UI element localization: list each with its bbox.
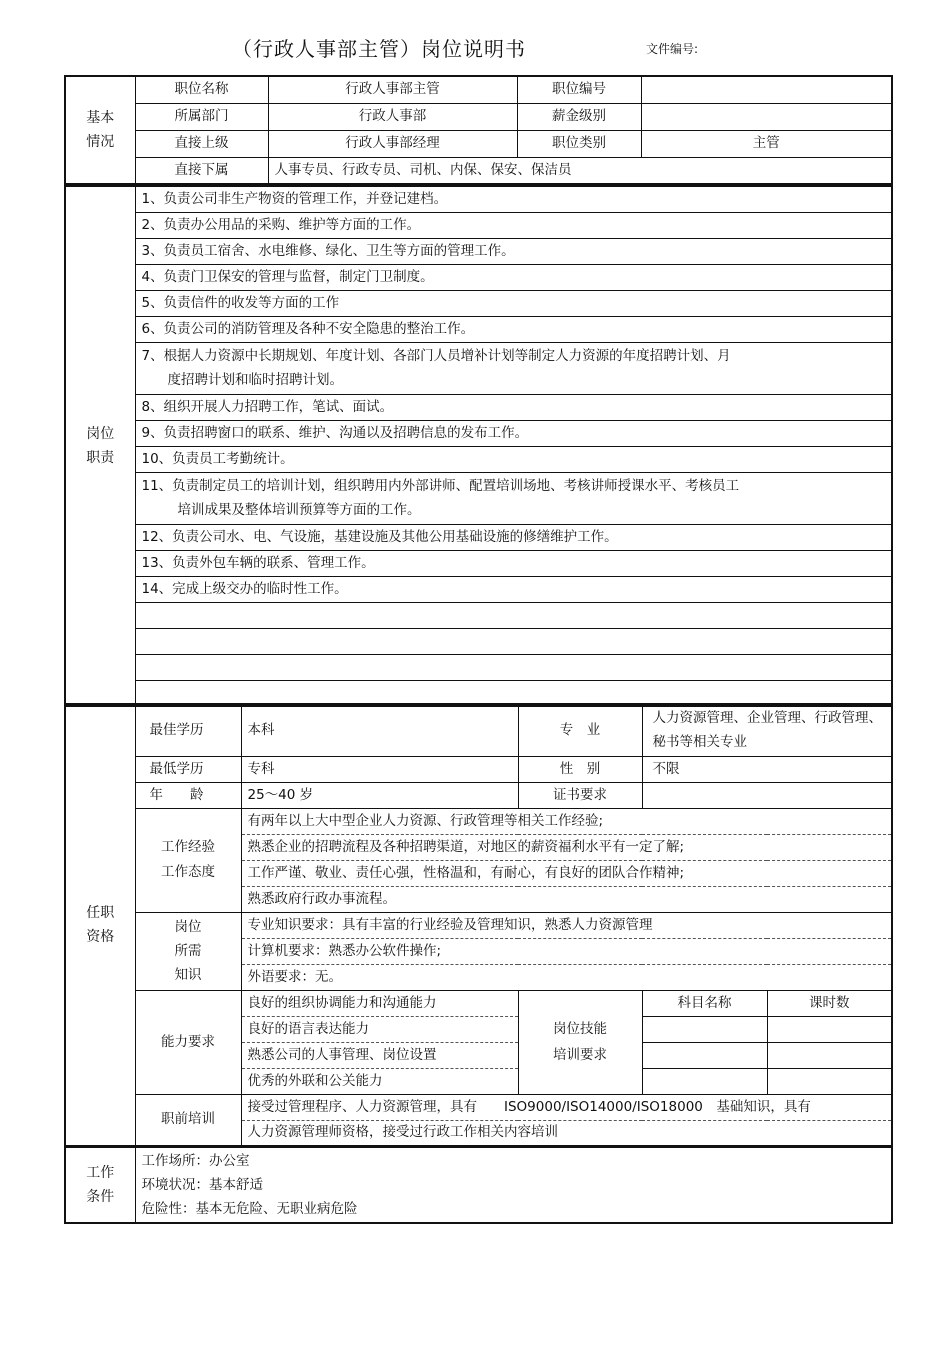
ability-item: 良好的语言表达能力 (241, 1016, 518, 1042)
position-category-label: 职位类别 (517, 130, 641, 157)
conditions-section-label: 工作条件 (65, 1147, 135, 1223)
condition-item: 工作场所：办公室 (141, 1153, 250, 1169)
pre-job-training-item: 接受过管理程序、人力资源管理，具有 ISO9000/ISO14000/ISO18000 基础知识，具有 (241, 1094, 892, 1120)
experience-item: 熟悉企业的招聘流程及各种招聘渠道，对地区的薪资福利水平有一定了解; (241, 834, 892, 860)
position-name-label: 职位名称 (135, 76, 268, 103)
department-label: 所属部门 (135, 103, 268, 130)
knowledge-label-line: 知识 (174, 967, 202, 983)
certificate-label: 证书要求 (518, 782, 642, 808)
min-education-label: 最低学历 (135, 756, 241, 782)
major-value: 人力资源管理、企业管理、行政管理、秘书等相关专业 (642, 704, 892, 756)
duty-item: 2、负责办公用品的采购、维护等方面的工作。 (135, 212, 892, 238)
document-number-label: 文件编号: (646, 42, 699, 56)
experience-item: 熟悉政府行政办事流程。 (241, 886, 892, 912)
age-value: 25～40 岁 (241, 782, 518, 808)
min-education-value: 专科 (241, 756, 518, 782)
salary-level-value (641, 103, 892, 130)
position-code-label: 职位编号 (517, 76, 641, 103)
duty-item: 10、负责员工考勤统计。 (135, 446, 892, 472)
subject-name-cell (642, 1016, 767, 1042)
conditions-table (64, 1146, 893, 1224)
gender-value: 不限 (642, 756, 892, 782)
experience-item: 工作严谨、敬业、责任心强，性格温和，有耐心，有良好的团队合作精神; (241, 860, 892, 886)
hours-header: 课时数 (767, 990, 892, 1016)
duty-item: 1、负责公司非生产物资的管理工作，并登记建档。 (135, 186, 892, 212)
position-code-value (641, 76, 892, 103)
position-category-value: 主管 (641, 130, 892, 157)
qualifications-table (64, 703, 893, 1147)
ability-label: 能力要求 (135, 990, 241, 1094)
best-education-value: 本科 (241, 704, 518, 756)
duty-item: 9、负责招聘窗口的联系、维护、沟通以及招聘信息的发布工作。 (135, 420, 892, 446)
experience-label-line: 工作经验 (161, 839, 215, 855)
supervisor-value: 行政人事部经理 (268, 130, 517, 157)
duty-item: 4、负责门卫保安的管理与监督，制定门卫制度。 (135, 264, 892, 290)
pre-job-training-item: 人力资源管理师资格，接受过行政工作相关内容培训 (241, 1120, 892, 1146)
duty-item-line: 11、负责制定员工的培训计划，组织聘用内外部讲师、配置培训场地、考核讲师授课水平、考核员工 (141, 478, 740, 494)
knowledge-item: 专业知识要求：具有丰富的行业经验及管理知识，熟悉人力资源管理 (241, 912, 892, 938)
basic-section-label: 基本情况 (65, 76, 135, 184)
knowledge-item: 计算机要求：熟悉办公软件操作; (241, 938, 892, 964)
conditions-content (135, 1147, 892, 1223)
ability-item: 良好的组织协调能力和沟通能力 (241, 990, 518, 1016)
skill-training-label (518, 990, 642, 1094)
attitude-label-line: 工作态度 (161, 864, 215, 880)
condition-item: 危险性：基本无危险、无职业病危险 (141, 1201, 358, 1217)
department-value: 行政人事部 (268, 103, 517, 130)
knowledge-item: 外语要求：无。 (241, 964, 892, 990)
age-label: 年 龄 (135, 782, 241, 808)
duty-item: 12、负责公司水、电、气设施，基建设施及其他公用基础设施的修缮维护工作。 (135, 524, 892, 550)
duty-item: 3、负责员工宿舍、水电维修、绿化、卫生等方面的管理工作。 (135, 238, 892, 264)
hours-cell (767, 1068, 892, 1094)
subject-name-cell (642, 1068, 767, 1094)
duties-table (64, 185, 893, 707)
knowledge-label-line: 岗位 (174, 919, 202, 935)
duty-item (135, 472, 892, 524)
duty-item: 6、负责公司的消防管理及各种不安全隐患的整治工作。 (135, 316, 892, 342)
subordinates-value: 人事专员、行政专员、司机、内保、保安、保洁员 (268, 157, 892, 184)
pre-job-training-label: 职前培训 (135, 1094, 241, 1146)
subject-name-header: 科目名称 (642, 990, 767, 1016)
gender-label: 性 别 (518, 756, 642, 782)
duty-item: 13、负责外包车辆的联系、管理工作。 (135, 550, 892, 576)
qualifications-section-label: 任职资格 (65, 704, 135, 1146)
duty-item: 8、组织开展人力招聘工作，笔试、面试。 (135, 394, 892, 420)
certificate-value (642, 782, 892, 808)
subject-name-cell (642, 1042, 767, 1068)
subordinates-label: 直接下属 (135, 157, 268, 184)
duty-item-line: 度招聘计划和临时招聘计划。 (167, 372, 343, 388)
basic-info-table (64, 75, 893, 185)
duties-section-label: 岗位职责 (65, 186, 135, 706)
condition-item: 环境状况：基本舒适 (141, 1177, 263, 1193)
ability-item: 熟悉公司的人事管理、岗位设置 (241, 1042, 518, 1068)
duty-item: 14、完成上级交办的临时性工作。 (135, 576, 892, 602)
best-education-label: 最佳学历 (135, 704, 241, 756)
knowledge-label (135, 912, 241, 990)
major-label: 专 业 (518, 704, 642, 756)
skill-training-label-line: 培训要求 (553, 1047, 607, 1063)
hours-cell (767, 1042, 892, 1068)
position-name-value: 行政人事部主管 (268, 76, 517, 103)
duty-empty-row (135, 654, 892, 680)
salary-level-label: 薪金级别 (517, 103, 641, 130)
hours-cell (767, 1016, 892, 1042)
document-title: （行政人事部主管）岗位说明书 (232, 37, 526, 61)
skill-training-label-line: 岗位技能 (553, 1021, 607, 1037)
experience-item: 有两年以上大中型企业人力资源、行政管理等相关工作经验; (241, 808, 892, 834)
duty-item (135, 342, 892, 394)
duty-empty-row (135, 628, 892, 654)
duty-item: 5、负责信件的收发等方面的工作 (135, 290, 892, 316)
supervisor-label: 直接上级 (135, 130, 268, 157)
experience-label (135, 808, 241, 912)
duty-item-line: 7、根据人力资源中长期规划、年度计划、各部门人员增补计划等制定人力资源的年度招聘计划、月 (141, 348, 731, 364)
duty-empty-row (135, 602, 892, 628)
knowledge-label-line: 所需 (174, 943, 202, 959)
ability-item: 优秀的外联和公关能力 (241, 1068, 518, 1094)
duty-item-line: 培训成果及整体培训预算等方面的工作。 (177, 502, 421, 518)
